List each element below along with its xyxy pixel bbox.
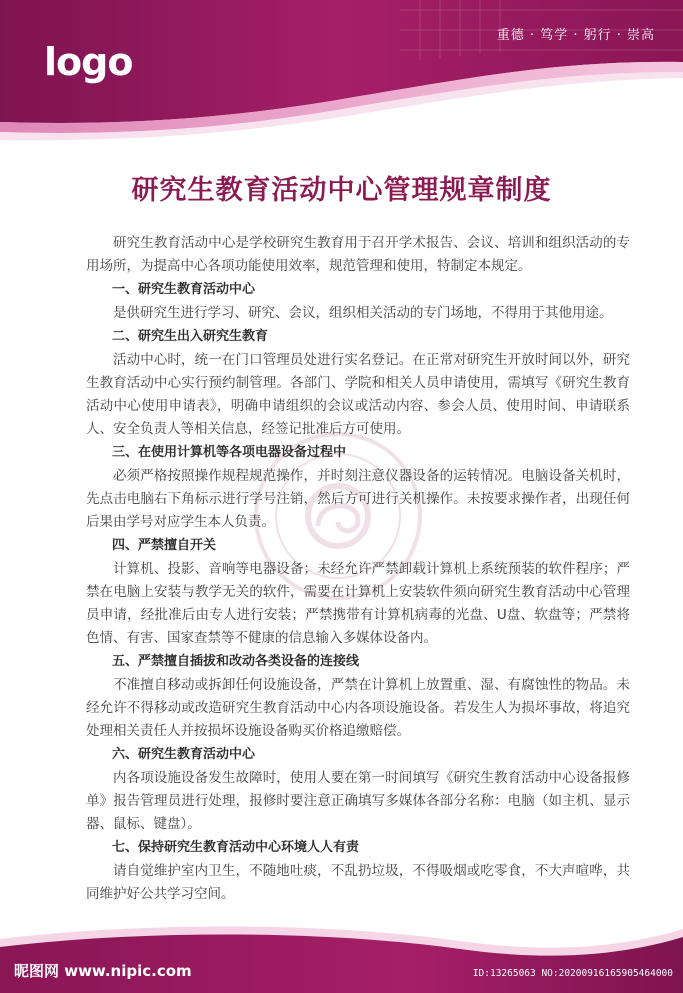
section-heading-1: 一、研究生教育活动中心 — [112, 282, 256, 297]
header-banner — [0, 0, 683, 150]
section-body-5: 不准擅自移动或拆卸任何设施设备，严禁在计算机上放置重、湿、有腐蚀性的物品。未经允许不得移动或改造研究生教育活动中心内各项设施设备。若发生人为损坏事故，将追究处理相关责任人并按损坏设施设备购买价格追缴赔偿。 — [86, 677, 630, 739]
section-body-4: 计算机、投影、音响等电器设备；未经允许严禁卸载计算机上系统预装的软件程序；严禁在电脑上安装与教学无关的软件，需要在计算机上安装软件须向研究生教育活动中心管理员申请，经批准后由专人进行安装；严禁携带有计算机病毒的光盘、U盘、软盘等；严禁将色情、有害、国家查禁等不健康的信息输入多媒体设备内。 — [86, 561, 630, 646]
school-motto: 重德 · 笃学 · 躬行 · 崇高 — [496, 28, 655, 43]
section-body-2: 活动中心时，统一在门口管理员处进行实名登记。在正常对研究生开放时间以外，研究生教育活动中心实行预约制管理。各部门、学院和相关人员申请使用，需填写《研究生教育活动中心使用申请表》，明确申请组织的会议或活动内容、参会人员、使用时间、申请联系人、安全负责人等相关信息，经签记批准后方可使用。 — [86, 352, 630, 437]
image-id-text: ID:13265063 NO:20200916165905464000 — [472, 968, 673, 979]
page-title: 研究生教育活动中心管理规章制度 — [131, 175, 552, 206]
section-heading-3: 三、在使用计算机等各项电器设备过程中 — [112, 445, 347, 460]
site-watermark: 昵图网 www.nipic.com — [14, 962, 192, 980]
section-heading-6: 六、研究生教育活动中心 — [112, 747, 256, 762]
section-body-7: 请自觉维护室内卫生，不随地吐痰，不乱扔垃圾，不得吸烟或吃零食，不大声喧哗，共同维护好公共学习空间。 — [86, 863, 630, 902]
section-heading-2: 二、研究生出入研究生教育 — [112, 329, 269, 344]
section-heading-5: 五、严禁擅自插拔和改动各类设备的连接线 — [112, 654, 360, 669]
section-body-1: 是供研究生进行学习、研究、会议，组织相关活动的专门场地，不得用于其他用途。 — [113, 305, 613, 321]
intro-paragraph: 研究生教育活动中心是学校研究生教育用于召开学术报告、会议、培训和组织活动的专用场所，为提高中心各项功能使用效率，规范管理和使用，特制定本规定。 — [86, 235, 630, 274]
section-body-6: 内各项设施设备发生故障时，使用人要在第一时间填写《研究生教育活动中心设备报修单》报告管理员进行处理，报修时要注意正确填写多媒体各部分名称：电脑（如主机、显示器、鼠标、键盘）。 — [86, 770, 630, 832]
footer-banner — [0, 893, 683, 993]
section-body-3: 必须严格按照操作规程规范操作，并时刻注意仪器设备的运转情况。电脑设备关机时，先点击电脑右下角标示进行学号注销，然后方可进行关机操作。未按要求操作者，出现任何后果由学号对应学生本人负责。 — [86, 468, 630, 530]
section-heading-4: 四、严禁擅自开关 — [112, 538, 217, 553]
section-heading-7: 七、保持研究生教育活动中心环境人人有责 — [112, 840, 360, 855]
logo: logo — [44, 40, 133, 84]
regulation-content — [86, 232, 630, 906]
